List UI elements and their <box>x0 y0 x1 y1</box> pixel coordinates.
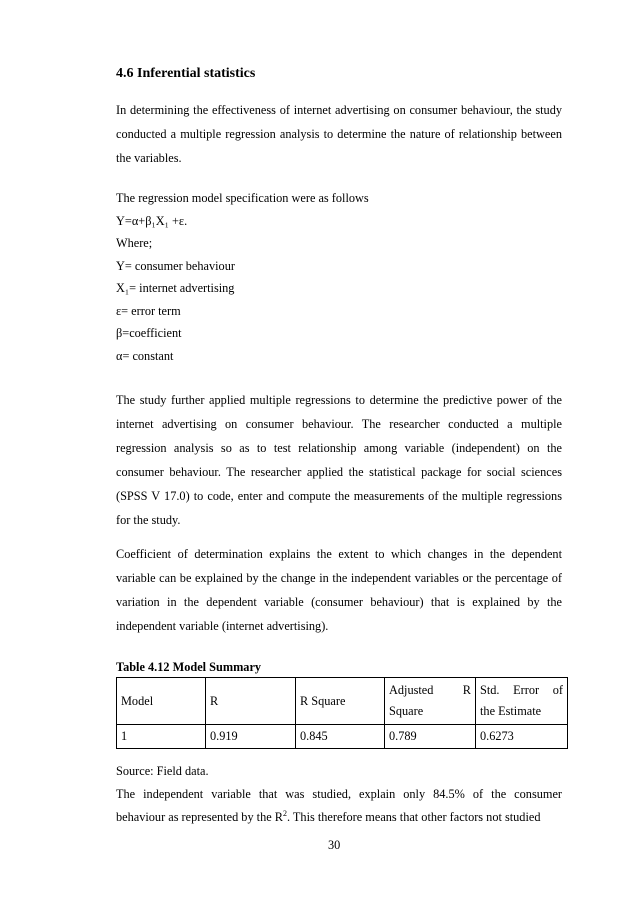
regression-paragraph: The study further applied multiple regressions to determine the predictive power of the internet advertising on consumer behaviour. The researcher conducted a multiple regression analysis so as to test relationship among variable (independent) on the consumer behaviour. The researcher applied the statistical package for social sciences (SPSS V 17.0) to code, enter and compute the measurements of the multiple regressions for the study. <box>116 393 562 527</box>
conclusion-text-a: behaviour as represented by the R <box>116 810 283 825</box>
header-model: Model <box>117 678 206 725</box>
adj-word-3: Square <box>389 704 424 718</box>
std-word-4: the Estimate <box>480 704 542 718</box>
std-word-1: Std. <box>480 683 500 697</box>
header-std-error <box>476 678 568 725</box>
definition-beta: β=coefficient <box>116 326 182 340</box>
table-header-row <box>117 678 568 725</box>
source-note: Source: Field data. <box>116 764 209 778</box>
cell-model: 1 <box>117 725 206 749</box>
regression-equation: Y=α+β₁X₁ +ε. <box>116 214 188 228</box>
section-heading: 4.6 Inferential statistics <box>116 66 256 81</box>
coefficient-paragraph: Coefficient of determination explains the extent to which changes in the dependent variable can be explained by the change in the independent variables or the percentage of variation in the dependent variable (consumer behaviour) that is explained by the independent variable (internet advertising). <box>116 547 562 633</box>
definition-epsilon: ε= error term <box>116 304 181 318</box>
definition-x1: X₁= internet advertising <box>116 281 235 295</box>
where-label: Where; <box>116 236 153 250</box>
cell-std-error: 0.6273 <box>476 725 568 749</box>
conclusion-text-b: . This therefore means that other factors not studied <box>286 810 541 825</box>
page-number: 30 <box>328 838 341 852</box>
cell-r-square: 0.845 <box>296 725 385 749</box>
conclusion-line-2 <box>116 809 540 825</box>
std-word-2: Error <box>513 683 540 697</box>
r-squared-superscript: 2 <box>282 809 287 818</box>
definition-alpha: α= constant <box>116 349 174 363</box>
conclusion-line-1: The independent variable that was studied, explain only 84.5% of the consumer <box>116 787 562 801</box>
header-r: R <box>206 678 296 725</box>
cell-r: 0.919 <box>206 725 296 749</box>
adj-word-1: Adjusted <box>389 683 434 697</box>
table-caption: Table 4.12 Model Summary <box>116 660 262 674</box>
header-r-square: R Square <box>296 678 385 725</box>
adj-word-2: R <box>462 683 471 697</box>
model-summary-table <box>116 677 568 749</box>
table-row <box>117 725 568 749</box>
cell-adjusted-r-square: 0.789 <box>385 725 476 749</box>
std-word-3: of <box>552 683 563 697</box>
model-spec-title: The regression model specification were as follows <box>116 191 369 205</box>
intro-paragraph: In determining the effectiveness of internet advertising on consumer behaviour, the study conducted a multiple regression analysis to determine the nature of relationship between the variables. <box>116 103 562 165</box>
header-adjusted-r-square <box>385 678 476 725</box>
definition-y: Y= consumer behaviour <box>116 259 235 273</box>
